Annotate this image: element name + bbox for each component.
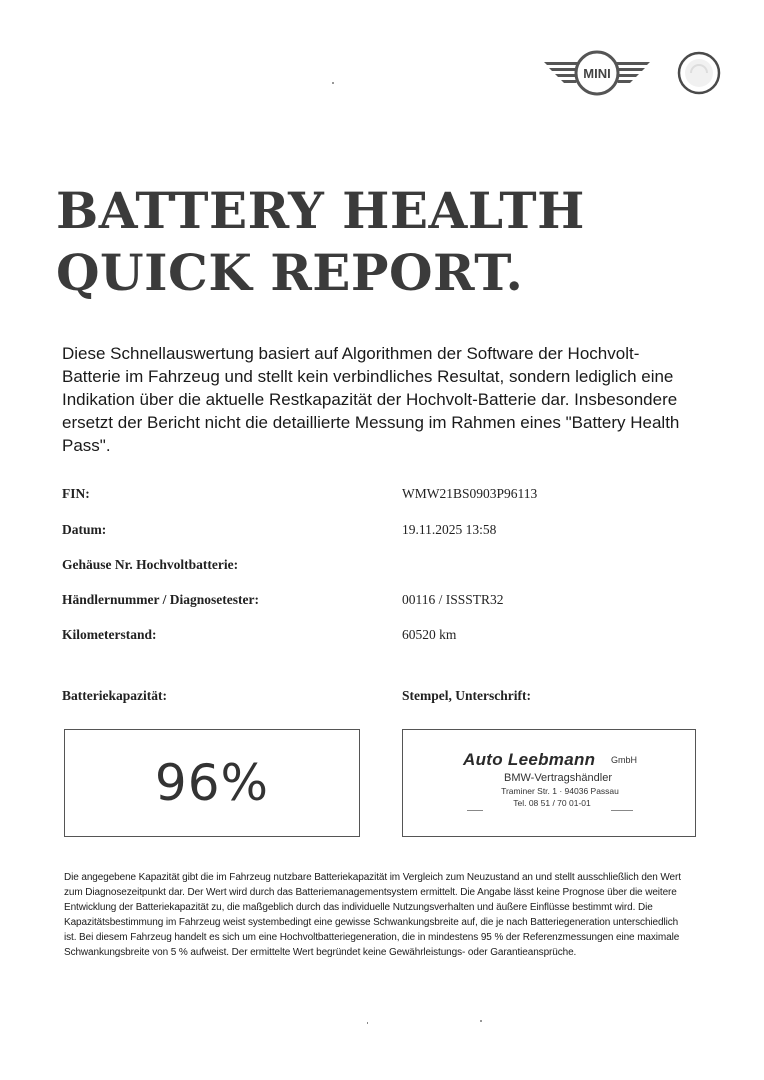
disclaimer-text: Die angegebene Kapazität gibt die im Fahrzeug nutzbare Batteriekapazität im Vergleich zum Neuzustand an und stellt ausschließlich den Wert zum Diagnosezeitpunkt dar. Der Wert wird durch das Batteriemanagementsystem ermittelt. Die Angabe lässt keine Prognose über die weitere Entwicklung der Batteriekapazität zu, die maßgeblich durch das individuelle Nutzungsverhalten und äußere Einflüsse bestimmt wird. Die Kapazitätsbestimmung im Fahrzeug weist systembedingt eine gewisse Schwankungsbreite auf, die je nach Batteriegeneration unterschiedlich ist. Bei diesem Fahrzeug handelt es sich um eine Hochvoltbatteriegeneration, die in mindestens 95 % der Referenzmessungen eine maximale Schwankungsbreite von 5 % aufweist. Der ermittelte Wert begründet keine Gewährleistungs- oder Garantieansprüche.: [64, 872, 681, 958]
date-label: Datum:: [62, 522, 107, 537]
fin-label: FIN:: [62, 486, 90, 501]
stamp-label: Stempel, Unterschrift:: [402, 688, 531, 703]
date-value: 19.11.2025 13:58: [402, 522, 497, 537]
mini-wings-logo-icon: [544, 50, 650, 96]
mileage-value: 60520 km: [402, 627, 457, 642]
report-title: [56, 180, 585, 304]
stamp-company-name: Auto Leebmann: [463, 750, 596, 769]
fin-value: WMW21BS0903P96113: [402, 486, 538, 501]
circular-seal-icon: [676, 50, 722, 96]
stamp-dash-right: [611, 810, 633, 811]
stamp-box: [402, 729, 696, 837]
title-line-2: QUICK REPORT.: [56, 243, 524, 302]
stamp-dash-left: [467, 810, 483, 811]
stamp-company-suffix: GmbH: [611, 755, 638, 765]
header-logos: [0, 50, 764, 100]
scan-speck: [480, 1020, 482, 1022]
dealer-value: 00116 / ISSSTR32: [402, 592, 504, 607]
capacity-label: Batteriekapazität:: [62, 688, 167, 703]
intro-paragraph: Diese Schnellauswertung basiert auf Algorithmen der Software der Hochvolt-Batterie im Fahrzeug und stellt kein verbindliches Resultat, sondern lediglich eine Indikation über die aktuelle Restkapazität der Hochvolt-Batterie dar. Insbesondere ersetzt der Bericht nicht die detaillierte Messung im Rahmen eines "Battery Health Pass".: [62, 344, 680, 455]
capacity-box: [64, 729, 360, 837]
stamp-line-1: BMW-Vertragshändler: [503, 772, 612, 784]
scan-speck: [367, 1022, 368, 1024]
mini-logo-text: MINI: [583, 66, 611, 81]
stamp-line-3: Tel. 08 51 / 70 01-01: [513, 798, 591, 808]
mileage-label: Kilometerstand:: [62, 627, 157, 642]
scan-speck: [332, 82, 334, 84]
title-line-1: BATTERY HEALTH: [56, 181, 585, 240]
stamp-line-2: Traminer Str. 1 · 94036 Passau: [501, 786, 619, 796]
housing-label: Gehäuse Nr. Hochvoltbatterie:: [62, 557, 239, 572]
dealer-label: Händlernummer / Diagnosetester:: [62, 592, 259, 607]
capacity-value: 96%: [154, 754, 270, 812]
